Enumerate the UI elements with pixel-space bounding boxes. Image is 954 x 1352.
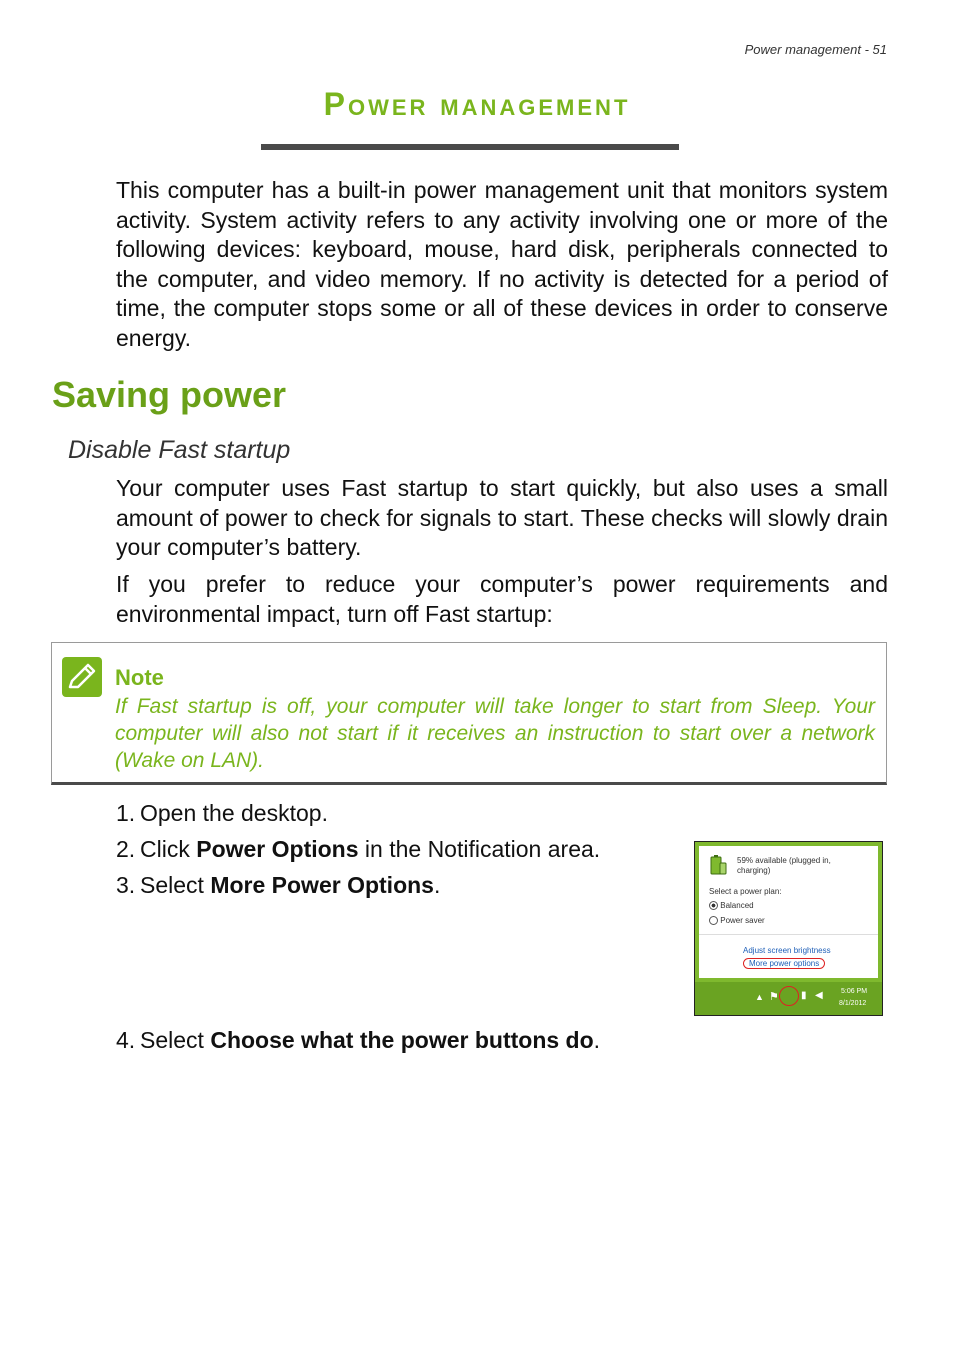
- network-icon[interactable]: ▮: [801, 990, 807, 1001]
- adjust-brightness-link[interactable]: Adjust screen brightness: [743, 946, 831, 955]
- clock-date[interactable]: 8/1/2012: [839, 1000, 867, 1007]
- step-bold-text: Power Options: [196, 836, 359, 862]
- plan-saver-label: Power saver: [720, 916, 765, 925]
- step-bold-text: Choose what the power buttons do: [210, 1027, 594, 1053]
- step-bold-text: More Power Options: [210, 872, 434, 898]
- step-2: [116, 834, 600, 864]
- title-underline: [261, 144, 679, 150]
- radio-selected-icon: [709, 901, 718, 910]
- fast-startup-paragraph: Your computer uses Fast startup to start quickly, but also uses a small amount of power to check for signals to start. These checks will slowly drain your computer’s battery.: [116, 475, 888, 560]
- step-number: 3.: [116, 872, 136, 898]
- volume-icon[interactable]: ◀: [815, 990, 823, 1001]
- power-flyout: [699, 846, 878, 978]
- page-title: Power management: [323, 86, 631, 122]
- plan-balanced-label: Balanced: [720, 901, 754, 910]
- note-box: [51, 642, 887, 785]
- plan-label: Select a power plan:: [709, 887, 782, 896]
- step-text: Select: [140, 872, 211, 898]
- reduce-power-paragraph: If you prefer to reduce your computer’s power requirements and environmental impact, turn off Fast startup:: [116, 571, 888, 627]
- note-title: Note: [115, 665, 164, 690]
- flag-icon[interactable]: ⚑: [769, 991, 779, 1003]
- step-text: Select: [140, 1027, 211, 1053]
- tray-arrow-icon[interactable]: ▲: [755, 992, 764, 1002]
- step-text-end: in the Notification area.: [358, 836, 601, 862]
- power-tray-icon[interactable]: [779, 986, 799, 1006]
- step-text: Open the desktop.: [140, 800, 328, 826]
- radio-empty-icon: [709, 916, 718, 925]
- flyout-divider: [699, 934, 878, 935]
- note-text: If Fast startup is off, your computer will take longer to start from Sleep. Your computer will also not start if it receives an instruction to start over a network (Wake on LAN).: [115, 695, 875, 772]
- subsection-heading: Disable Fast startup: [68, 436, 291, 464]
- more-power-options-link[interactable]: More power options: [743, 958, 825, 969]
- battery-icon: [707, 854, 729, 876]
- running-header: Power management - 51: [744, 42, 887, 57]
- intro-paragraph: This computer has a built-in power management unit that monitors system activity. System activity refers to any activity involving one or more of the following devices: keyboard, mouse, hard disk, peripherals connected to the computer, and video memory. If no activity is detected for a period of time, the computer stops some or all of these devices in order to conserve energy.: [116, 177, 888, 351]
- step-4: [116, 1025, 600, 1055]
- step-number: 4.: [116, 1027, 136, 1053]
- radio-balanced[interactable]: [709, 901, 754, 910]
- battery-status: 59% available (plugged in, charging): [737, 856, 831, 875]
- step-number: 1.: [116, 800, 136, 826]
- step-3: [116, 870, 440, 900]
- taskbar: [695, 982, 883, 1016]
- pencil-icon: [62, 657, 102, 697]
- step-number: 2.: [116, 836, 136, 862]
- step-1: [116, 798, 328, 828]
- step-text-end: .: [433, 872, 441, 898]
- step-text: Click: [140, 836, 197, 862]
- step-text-end: .: [593, 1027, 601, 1053]
- section-heading: Saving power: [52, 374, 287, 415]
- power-options-screenshot: [694, 841, 883, 1016]
- radio-power-saver[interactable]: [709, 916, 765, 925]
- clock-time[interactable]: 5:06 PM: [841, 988, 868, 995]
